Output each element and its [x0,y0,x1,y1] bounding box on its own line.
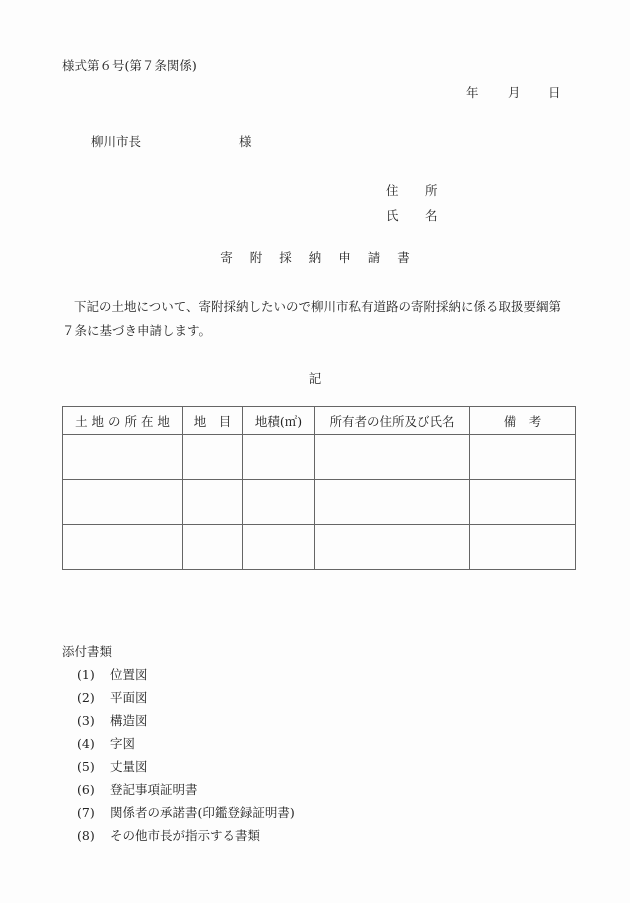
header-remarks: 備 考 [470,407,576,435]
cell-land-category[interactable] [183,525,243,570]
attachment-label: 関係者の承諾書(印鑑登録証明書) [110,805,295,820]
title-char: 書 [397,250,410,265]
title-char: 納 [308,250,322,265]
attachment-number: (7) [77,805,95,820]
attachment-label: 丈量図 [110,759,148,774]
attachment-label: 平面図 [110,690,148,705]
attachment-item [77,780,198,798]
cell-location[interactable] [63,480,183,525]
title-char: 附 [249,250,263,265]
cell-remarks[interactable] [470,435,576,480]
land-table [62,406,576,570]
title-char: 寄 [220,250,233,265]
cell-remarks[interactable] [470,525,576,570]
title-char: 請 [367,250,381,265]
name-label-2: 名 [425,208,438,223]
attachment-item [77,826,260,844]
attachment-number: (4) [77,736,95,751]
attachments-title: 添付書類 [62,644,113,659]
cell-location[interactable] [63,525,183,570]
table-row [63,435,576,480]
table-row [63,525,576,570]
cell-owner[interactable] [315,525,470,570]
cell-owner[interactable] [315,480,470,525]
cell-area[interactable] [243,435,315,480]
address-label-2: 所 [425,183,438,198]
attachment-number: (6) [77,782,95,797]
attachment-label: 位置図 [110,667,148,682]
attachment-number: (2) [77,690,95,705]
attachment-number: (8) [77,828,95,843]
attachment-item [77,734,135,752]
title-char: 採 [279,250,292,265]
date-month-label: 月 [508,85,521,100]
header-land-category: 地 目 [183,407,243,435]
cell-area[interactable] [243,525,315,570]
attachment-item [77,665,148,683]
addressee-name: 柳川市長 [91,134,142,149]
attachment-number: (1) [77,667,95,682]
cell-owner[interactable] [315,435,470,480]
ki-heading: 記 [308,371,322,386]
table-header-row [63,407,576,435]
attachment-item [77,688,148,706]
title-char: 申 [338,250,351,265]
document-title [0,248,630,266]
application-statement: 下記の土地について、寄附採納したいので柳川市私有道路の寄附採納に係る取扱要綱第７条に基づき申請します。 [62,299,562,338]
cell-area[interactable] [243,480,315,525]
header-location: 土 地 の 所 在 地 [63,407,183,435]
name-label-1: 氏 [386,208,399,223]
cell-land-category[interactable] [183,480,243,525]
cell-land-category[interactable] [183,435,243,480]
header-area: 地積(㎡) [243,407,315,435]
addressee-honorific: 様 [239,134,252,149]
attachment-item [77,803,295,821]
cell-remarks[interactable] [470,480,576,525]
attachment-item [77,757,148,775]
attachment-number: (3) [77,713,95,728]
attachment-label: 字図 [110,736,136,751]
attachment-label: 構造図 [110,713,148,728]
cell-location[interactable] [63,435,183,480]
address-label-1: 住 [386,183,399,198]
attachment-label: 登記事項証明書 [110,782,198,797]
header-owner: 所有者の住所及び氏名 [315,407,470,435]
attachment-number: (5) [77,759,95,774]
attachment-item [77,711,148,729]
date-year-label: 年 [466,85,479,100]
table-row [63,480,576,525]
form-number: 様式第６号(第７条関係) [62,58,197,73]
attachment-label: その他市長が指示する書類 [110,828,261,843]
date-day-label: 日 [548,85,561,100]
